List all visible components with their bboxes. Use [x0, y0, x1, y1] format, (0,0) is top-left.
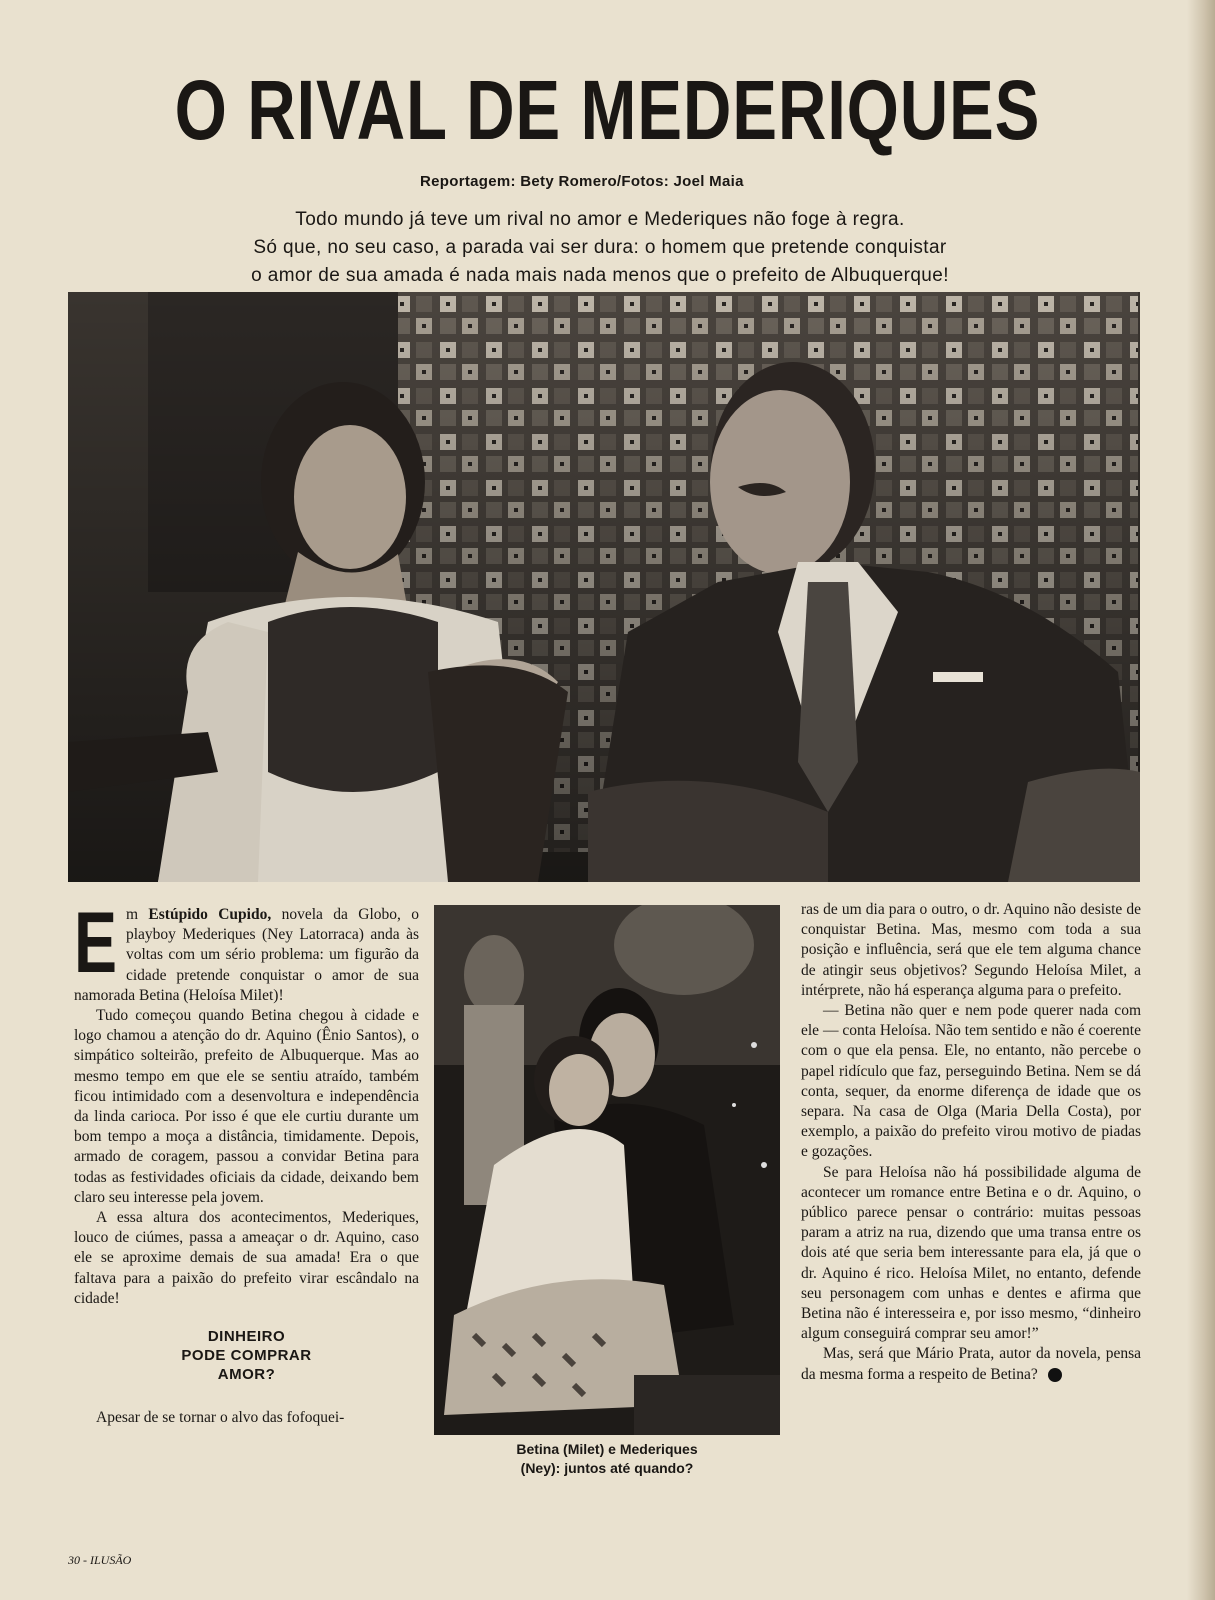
main-photo-illustration: [68, 292, 1140, 882]
main-photo: [68, 292, 1140, 882]
photo-caption: [434, 1440, 780, 1478]
subhead-line: PODE COMPRAR: [181, 1347, 312, 1365]
article-title: O RIVAL DE MEDERIQUES: [174, 63, 1041, 157]
body-paragraph: Se para Heloísa não há possibilidade alguma de acontecer um romance entre Betina e o dr. Aquino, o público parece pensar o contrário: muitas pessoas param a atriz na rua, dizendo que uma transa entre os dois até que seria bem interessante para ela, já que o dr. Aquino é rico. Heloísa Milet, no entanto, defende seu personagem com unhas e dentes e afirma que Betina não é interesseira e, por isso mesmo, “dinheiro algum conseguirá comprar seu amor!”: [801, 1163, 1141, 1343]
secondary-photo-illustration: [434, 905, 780, 1435]
article-byline: Reportagem: Bety Romero/Fotos: Joel Maia: [420, 173, 744, 190]
body-paragraph: Tudo começou quando Betina chegou à cidade e logo chamou a atenção do dr. Aquino (Ênio Santos), o simpático solteirão, prefeito de Albuquerque. Mas ao mesmo tempo em que ele se sentiu atraído, também ficou intimidado com a desenvoltura e independência da linda carioca. Por isso é que ele curtiu durante um bom tempo a moça a distância, timidamente. Depois, armado de coragem, passou a convidar Betina para todas as festividades oficiais da cidade, deixando bem claro seu interesse pela jovem.: [74, 1007, 419, 1206]
subhead-line: DINHEIRO: [207, 1328, 286, 1346]
left-column: [74, 895, 420, 1428]
article-deck: [160, 206, 1040, 290]
body-paragraph: Apesar de se tornar o alvo das fofoquei-: [96, 1409, 345, 1427]
page-binding-shadow: [1187, 0, 1215, 1600]
page-folio: 30 - ILUSÃO: [68, 1553, 132, 1567]
deck-line: o amor de sua amada é nada mais nada menos que o prefeito de Albuquerque!: [251, 265, 949, 286]
end-mark-icon: [1048, 1368, 1062, 1382]
caption-line: (Ney): juntos até quando?: [520, 1460, 694, 1476]
lead-paragraph: [74, 895, 420, 1006]
deck-line: Só que, no seu caso, a parada vai ser dura: o homem que pretende conquistar: [253, 237, 947, 258]
subhead-line: AMOR?: [217, 1366, 276, 1384]
body-paragraph: A essa altura dos acontecimentos, Mederiques, louco de ciúmes, passa a ameaçar o dr. Aquino, caso ele se aproxime demais de sua amada! Era o que faltava para a paixão do prefeito virar escândalo na cidade!: [74, 1209, 419, 1307]
secondary-photo: [434, 905, 780, 1435]
drop-cap: E: [74, 895, 118, 991]
caption-line: Betina (Milet) e Mederiques: [516, 1441, 698, 1457]
show-title: Estúpido Cupido,: [148, 906, 272, 923]
right-column: [801, 900, 1141, 1385]
deck-line: Todo mundo já teve um rival no amor e Mederiques não foge à regra.: [295, 209, 905, 230]
final-text: Mas, será que Mário Prata, autor da novela, pensa da mesma forma a respeito de Betina?: [801, 1345, 1141, 1383]
lead-start: m: [126, 906, 149, 923]
continued-paragraph: ras de um dia para o outro, o dr. Aquino não desiste de conquistar Betina. Mas, mesmo com toda a sua posição e influência, será que ele tem alguma chance de atingir seus objetivos? Segundo Heloísa Milet, a intérprete, não há esperança alguma para o prefeito.: [801, 901, 1141, 999]
final-paragraph: [801, 1344, 1141, 1384]
section-subhead: [74, 1327, 419, 1384]
lead-rest: novela da Globo, o playboy Mederiques (Ney Latorraca) anda às voltas com um sério problema: um figurão da cidade pretende conquistar o amor de sua namorada Betina (Heloísa Milet)!: [74, 906, 420, 1004]
body-paragraph: — Betina não quer e nem pode querer nada com ele — conta Heloísa. Não tem sentido e não é coerente com o que ela pensa. Ele, no entanto, não percebe o papel ridículo que faz, perseguindo Betina. Nem se dá conta, sequer, da enorme diferença de idade que os separa. Na casa de Olga (Maria Della Costa), por exemplo, a paixão do prefeito virou motivo de piadas e gozações.: [801, 1002, 1141, 1161]
